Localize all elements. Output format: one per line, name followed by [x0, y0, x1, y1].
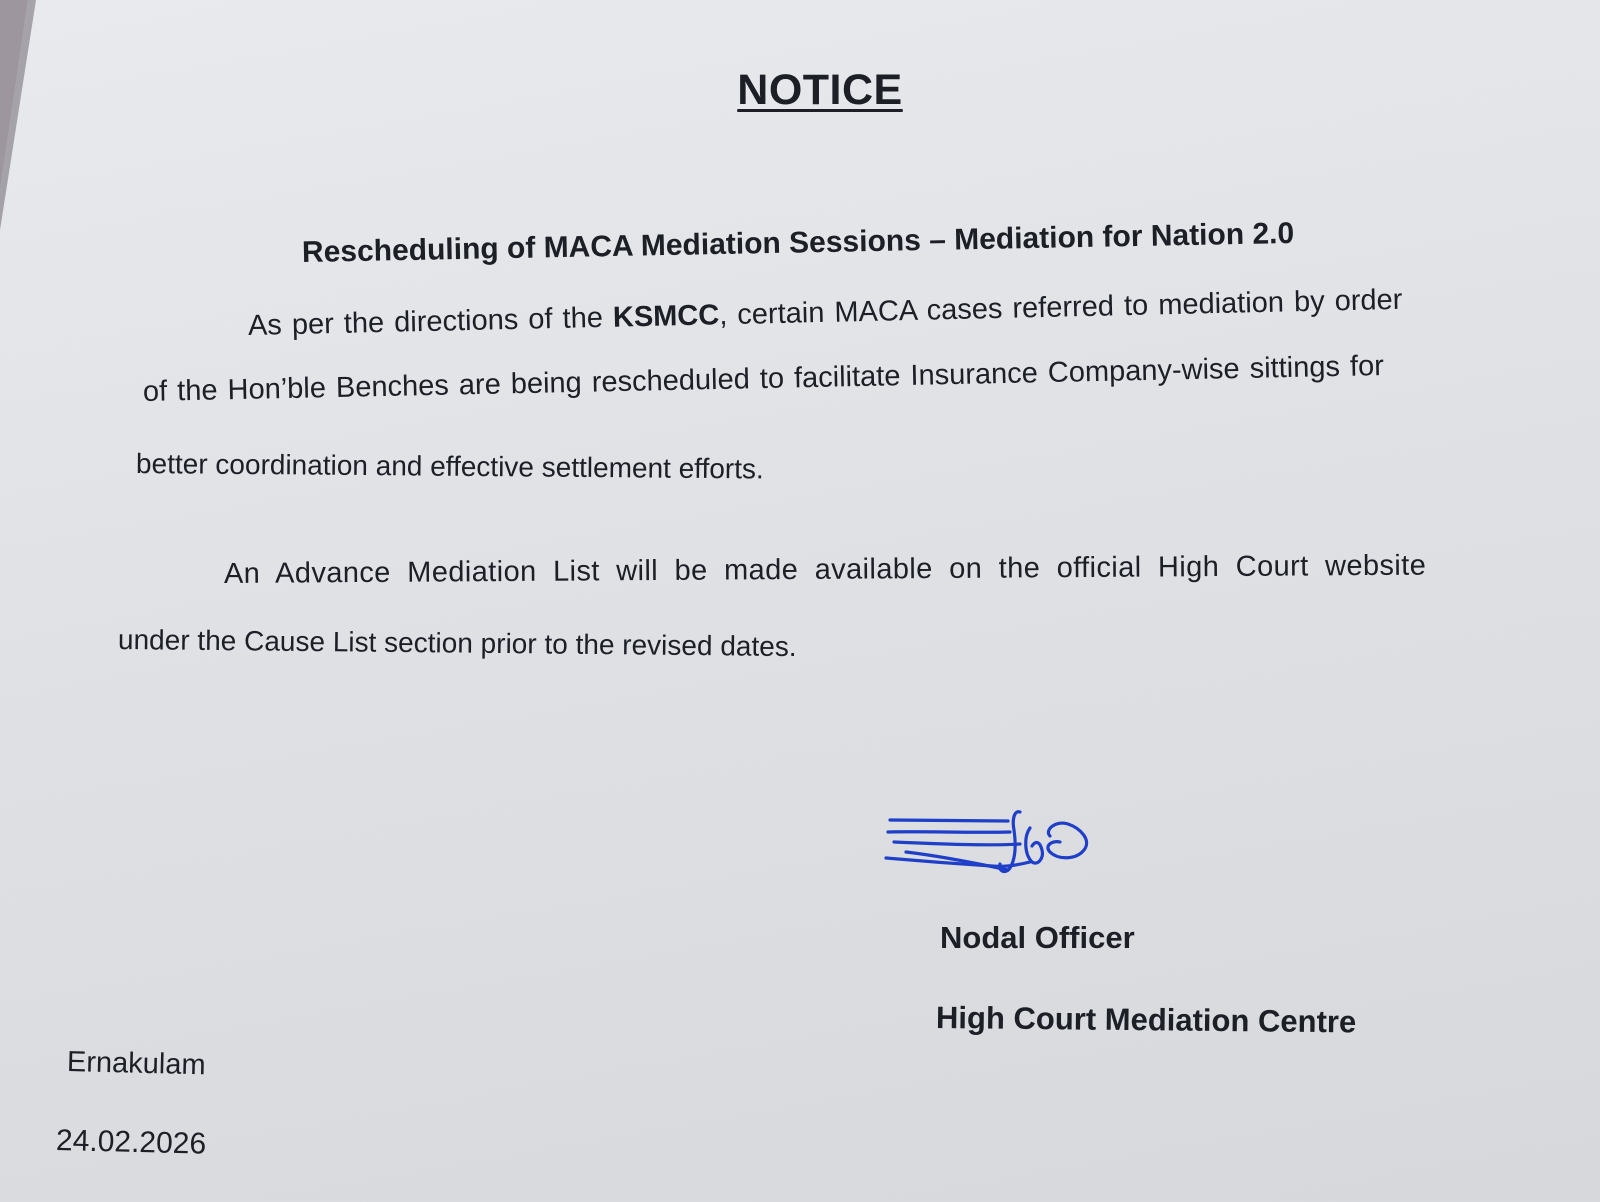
notice-heading: Rescheduling of MACA Mediation Sessions – Mediation for Nation 2.0: [301, 216, 1295, 269]
signatory-designation: Nodal Officer: [940, 920, 1135, 955]
paragraph-1-line-1-start: As per the directions of the: [247, 301, 614, 342]
paragraph-2-line-2: under the Cause List section prior to the revised dates.: [117, 624, 797, 663]
paragraph-1-line-3: better coordination and effective settlement efforts.: [135, 448, 764, 485]
page-edge-shadow: [0, 0, 60, 230]
notice-title: NOTICE: [737, 66, 903, 114]
paragraph-1-line-1-end: , certain MACA cases referred to mediation by order: [718, 283, 1403, 332]
paragraph-2-line-1: An Advance Mediation List will be made available on the official High Court website: [223, 549, 1427, 590]
paragraph-1-line-1: [248, 284, 1403, 343]
signature-icon: [880, 806, 1112, 886]
signatory-office: High Court Mediation Centre: [935, 1000, 1357, 1040]
notice-date: 24.02.2026: [55, 1124, 207, 1161]
place: Ernakulam: [66, 1046, 206, 1082]
paragraph-1-line-2: of the Hon’ble Benches are being rescheduled to facilitate Insurance Company-wise sittings for: [142, 350, 1385, 408]
ksmcc-text: KSMCC: [612, 299, 720, 334]
